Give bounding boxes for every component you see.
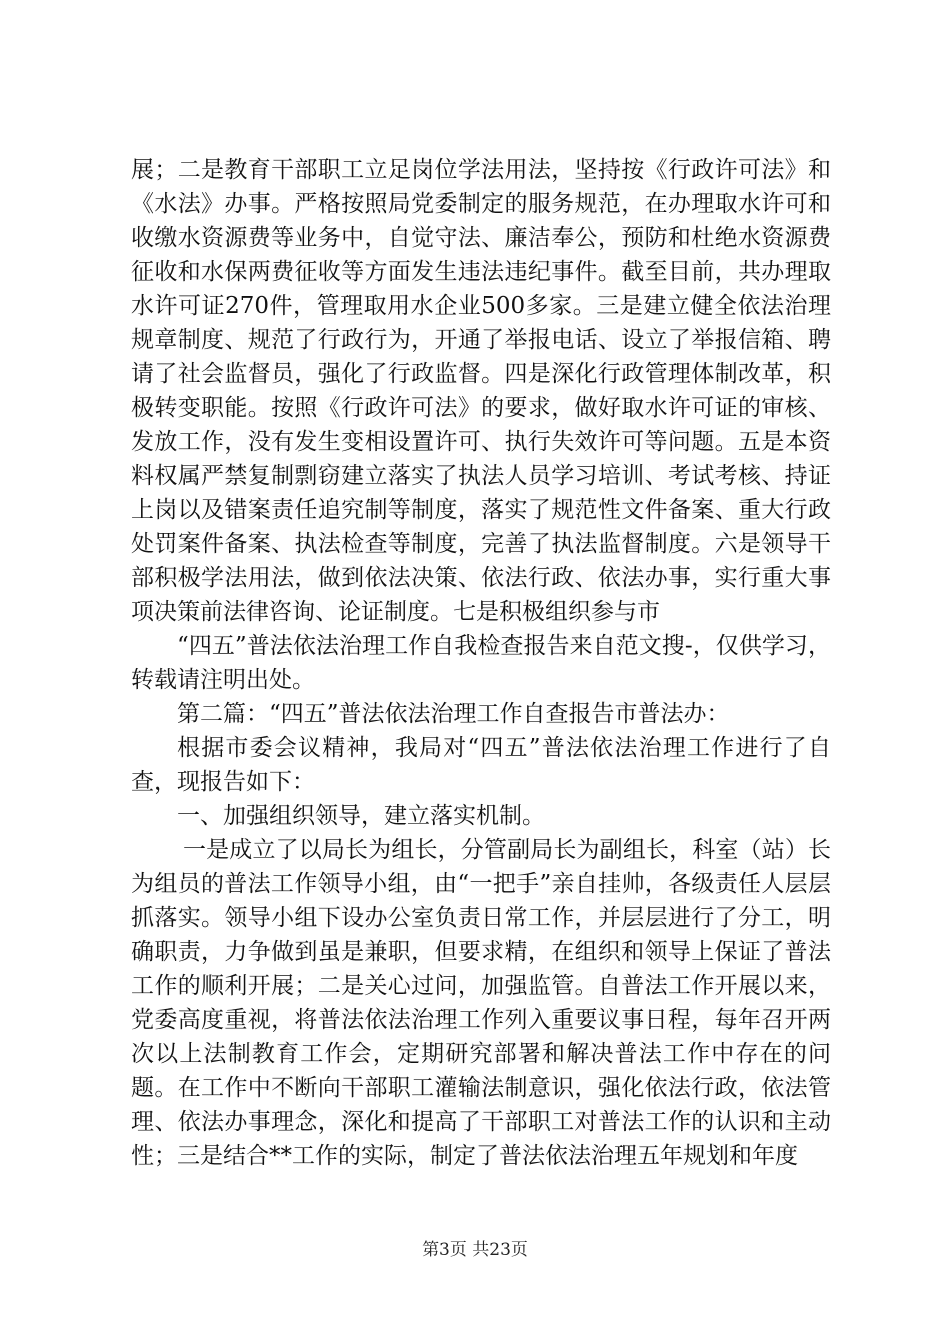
document-body <box>131 153 831 1173</box>
subheading-organization: 一、加强组织领导，建立落实机制。 <box>177 803 545 829</box>
section-heading-second-article: 第二篇：“四五”普法依法治理工作自查报告市普法办： <box>177 701 730 727</box>
page-footer <box>0 1238 950 1262</box>
page-number-label: 第3页 共23页 <box>422 1240 528 1260</box>
paragraph-source-note: “四五”普法依法治理工作自我检查报告来自范文搜-，仅供学习，转载请注明出处。 <box>131 633 831 693</box>
paragraph-organization-detail: 一是成立了以局长为组长，分管副局长为副组长，科室（站）长为组员的普法工作领导小组，由“一把手”亲自挂帅，各级责任人层层抓落实。领导小组下设办公室负责日常工作，并层层进行了分工，明确职责，力争做到虽是兼职，但要求精，在组织和领导上保证了普法工作的顺利开展；二是关心过问，加强监管。自普法工作开展以来，党委高度重视，将普法依法治理工作列入重要议事日程，每年召开两次以上法制教育工作会，定期研究部署和解决普法工作中存在的问题。在工作中不断向干部职工灌输法制意识，强化依法行政，依法管理、依法办事理念，深化和提高了干部职工对普法工作的认识和主动性；三是结合**工作的实际，制定了普法依法治理五年规划和年度 <box>131 837 831 1169</box>
paragraph-intro: 根据市委会议精神，我局对“四五”普法依法治理工作进行了自查，现报告如下： <box>131 735 831 795</box>
paragraph-continuation: 展；二是教育干部职工立足岗位学法用法，坚持按《行政许可法》和《水法》办事。严格按照局党委制定的服务规范，在办理取水许可和收缴水资源费等业务中，自觉守法、廉洁奉公，预防和杜绝水资源费征收和水保两费征收等方面发生违法违纪事件。截至目前，共办理取水许可证270件，管理取用水企业500多家。三是建立健全依法治理规章制度、规范了行政行为，开通了举报电话、设立了举报信箱、聘请了社会监督员，强化了行政监督。四是深化行政管理体制改革，积极转变职能。按照《行政许可法》的要求，做好取水许可证的审核、发放工作，没有发生变相设置许可、执行失效许可等问题。五是本资料权属严禁复制剽窃建立落实了执法人员学习培训、考试考核、持证上岗以及错案责任追究制等制度，落实了规范性文件备案、重大行政处罚案件备案、执法检查等制度，完善了执法监督制度。六是领导干部积极学法用法，做到依法决策、依法行政、依法办事，实行重大事项决策前法律咨询、论证制度。七是积极组织参与市 <box>131 157 831 625</box>
